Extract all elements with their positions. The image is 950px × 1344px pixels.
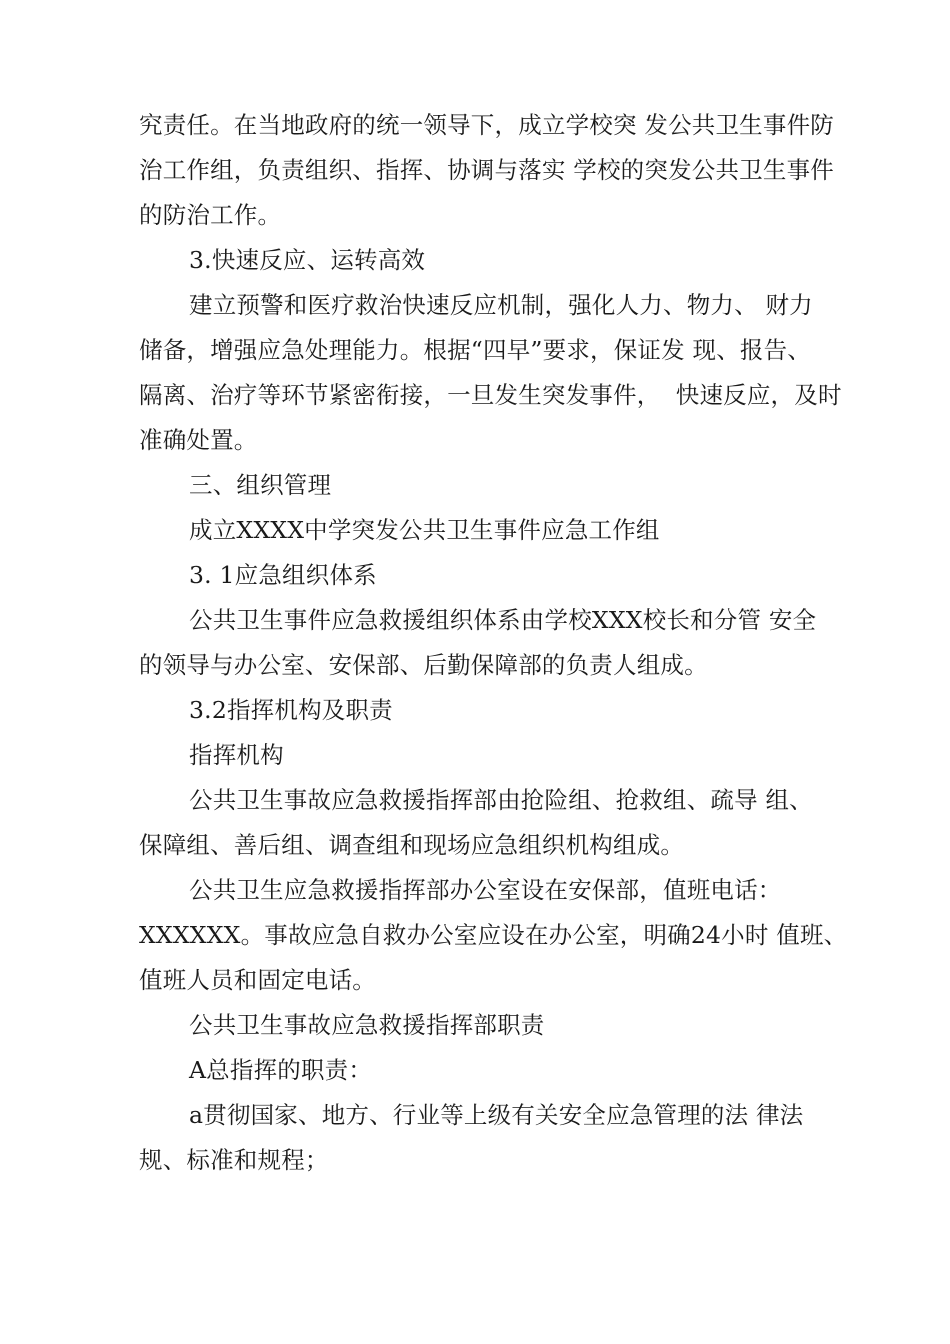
section-heading: 3.快速反应、运转高效 — [189, 246, 426, 274]
text-line: XXXXXX。事故应急自救办公室应设在办公室，明确24小时 值班、 — [139, 921, 848, 949]
section-heading: 指挥机构 — [189, 741, 284, 769]
text-line: 储备，增强应急处理能力。根据“四早”要求，保证发 现、报告、 — [139, 336, 811, 364]
section-heading: 3. 1应急组织体系 — [189, 561, 377, 589]
text-line: 建立预警和医疗救治快速反应机制，强化人力、物力、 财力 — [189, 291, 813, 319]
text-line: 值班人员和固定电话。 — [139, 966, 376, 994]
text-line: A总指挥的职责： — [189, 1056, 373, 1084]
section-heading: 3.2指挥机构及职责 — [189, 696, 393, 724]
text-line: 公共卫生应急救援指挥部办公室设在安保部，值班电话： — [189, 876, 782, 904]
text-line: 准确处置。 — [139, 426, 258, 454]
text-line: 的防治工作。 — [139, 201, 282, 229]
section-heading: 三、组织管理 — [189, 471, 332, 499]
text-line: 究责任。在当地政府的统一领导下，成立学校突 发公共卫生事件防 — [139, 111, 834, 139]
text-line: 的领导与办公室、安保部、后勤保障部的负责人组成。 — [139, 651, 708, 679]
text-line: 规、标准和规程； — [139, 1146, 329, 1174]
section-heading: 公共卫生事故应急救援指挥部职责 — [189, 1011, 545, 1039]
text-line: 公共卫生事件应急救援组织体系由学校XXX校长和分管 安全 — [189, 606, 817, 634]
text-line: 保障组、善后组、调查组和现场应急组织机构组成。 — [139, 831, 685, 859]
text-line: 治工作组，负责组织、指挥、协调与落实 学校的突发公共卫生事件 — [139, 156, 834, 184]
text-line: a贯彻国家、地方、行业等上级有关安全应急管理的法 律法 — [189, 1101, 804, 1129]
text-line: 隔离、治疗等环节紧密衔接，一旦发生突发事件， 快速反应，及时 — [139, 381, 842, 409]
text-line: 公共卫生事故应急救援指挥部由抢险组、抢救组、疏导 组、 — [189, 786, 813, 814]
text-line: 成立XXXX中学突发公共卫生事件应急工作组 — [189, 516, 660, 544]
